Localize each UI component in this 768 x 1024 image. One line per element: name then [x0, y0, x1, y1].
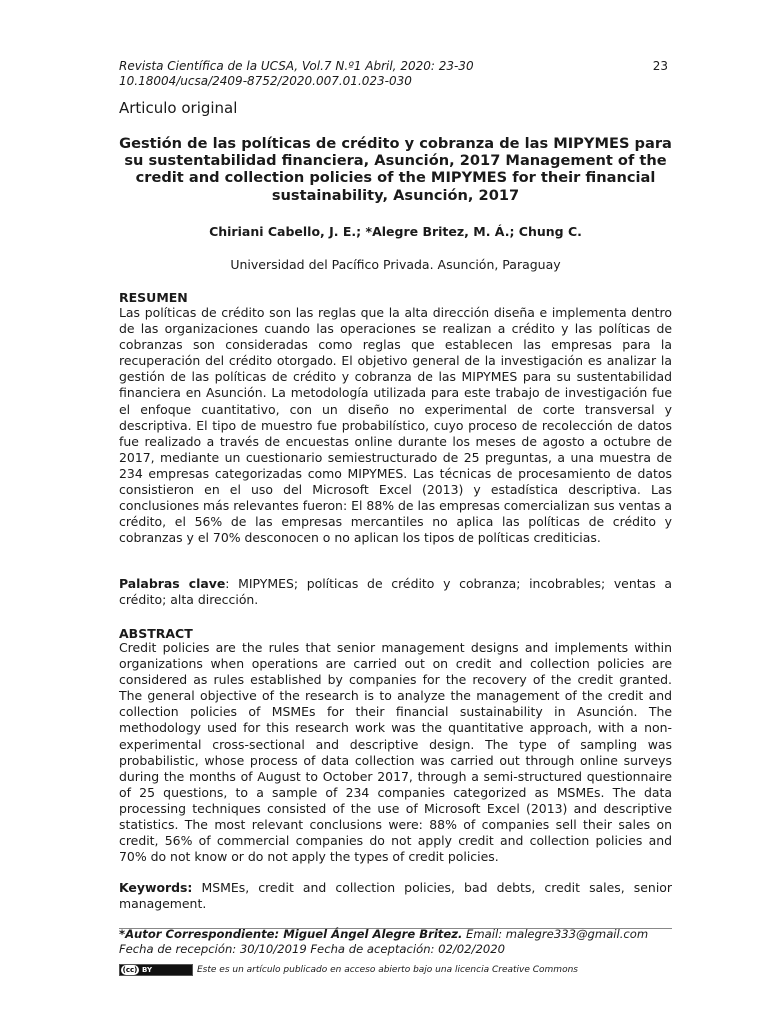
affiliation: Universidad del Pacífico Privada. Asunción, Paraguay [230, 257, 561, 272]
keywords-label-en: Keywords: [119, 880, 193, 895]
submission-dates: Fecha de recepción: 30/10/2019 Fecha de aceptación: 02/02/2020 [119, 942, 505, 956]
journal-name: Revista Científica de la UCSA, Vol.7 N.º1 Abril, 2020: 23-30 [119, 59, 474, 73]
license-text: Este es un artículo publicado en acceso abierto bajo una licencia Creative Commons [197, 965, 578, 975]
abstract-body: Credit policies are the rules that senior management designs and implements within organizations when operations are carried out on credit and collection policies are considered as rules established by companies for the recovery of the credit granted. The general objective of the research is to analyze the management of the credit and collection policies of MSMEs for their financial sustainability in Asunción. The methodology used for this research work was the quantitative approach, with a non-experimental cross-sectional and descriptive design. The type of sampling was probabilistic, whose process of data collection was carried out through online surveys during the months of August to October 2017, through a semi-structured questionnaire of 25 questions, to a sample of 234 companies categorized as MSMEs. The data processing techniques consisted of the use of Microsoft Excel (2013) and descriptive statistics. The most relevant conclusions were: 88% of companies sell their sales on credit, 56% of commercial companies do not apply credit and collection policies and 70% do not know or do not apply the types of credit policies. [119, 640, 672, 865]
license-row [119, 962, 672, 978]
keywords-text-en: MSMEs, credit and collection policies, bad debts, credit sales, senior management. [119, 880, 672, 912]
keywords-text: : MIPYMES; políticas de crédito y cobranza; incobrables; ventas a crédito; alta dirección. [119, 576, 672, 608]
page-number: 23 [652, 59, 668, 73]
cc-mark: (cc) [122, 966, 138, 974]
article-title: Gestión de las políticas de crédito y cobranza de las MIPYMES para su sustentabilidad financiera, Asunción, 2017 Management of the credit and collection policies of the MIPYMES for their financial sustainability, Asunción, 2017 [119, 135, 672, 204]
article-type: Articulo original [119, 99, 238, 117]
abstract-heading: ABSTRACT [119, 626, 193, 641]
authors: Chiriani Cabello, J. E.; *Alegre Britez, M. Á.; Chung C. [209, 224, 582, 239]
resumen-heading: RESUMEN [119, 290, 188, 305]
corr-email[interactable]: Email: malegre333@gmail.com [462, 927, 649, 941]
corr-label: *Autor Correspondiente: Miguel Ángel Alegre Britez. [119, 927, 463, 941]
resumen-body: Las políticas de crédito son las reglas que la alta dirección diseña e implementa dentro de las organizaciones cuando las operaciones se realizan a crédito y las políticas de cobranzas son consideradas como reglas que establecen las empresas para la recuperación del crédito otorgado. El objetivo general de la investigación es analizar la gestión de las políticas de crédito y cobranza de las MIPYMES para su sustentabilidad financiera en Asunción. La metodología utilizada para este trabajo de investigación fue el enfoque cuantitativo, con un diseño no experimental de corte transversal y descriptiva. El tipo de muestro fue probabilístico, cuyo proceso de recolección de datos fue realizado a través de encuestas online durante los meses de agosto a octubre de 2017, mediante un cuestionario semiestructurado de 25 preguntas, a una muestra de 234 empresas categorizadas como MIPYMES. Las técnicas de procesamiento de datos consistieron en el uso del Microsoft Excel (2013) y estadística descriptiva. Las conclusiones más relevantes fueron: El 88% de las empresas comercializan sus ventas a crédito, el 56% de las empresas mercantiles no aplica las políticas de crédito y cobranzas y el 70% desconocen o no aplican los tipos de políticas crediticias. [119, 305, 672, 546]
abstract-keywords [119, 880, 672, 912]
cc-license-icon[interactable] [119, 964, 193, 976]
doi: 10.18004/ucsa/2409-8752/2020.007.01.023-030 [119, 74, 412, 88]
resumen-keywords [119, 576, 672, 608]
journal-citation [119, 58, 672, 74]
keywords-label: Palabras clave [119, 576, 226, 591]
by-mark: BY [142, 966, 153, 974]
corresponding-author [119, 927, 648, 942]
